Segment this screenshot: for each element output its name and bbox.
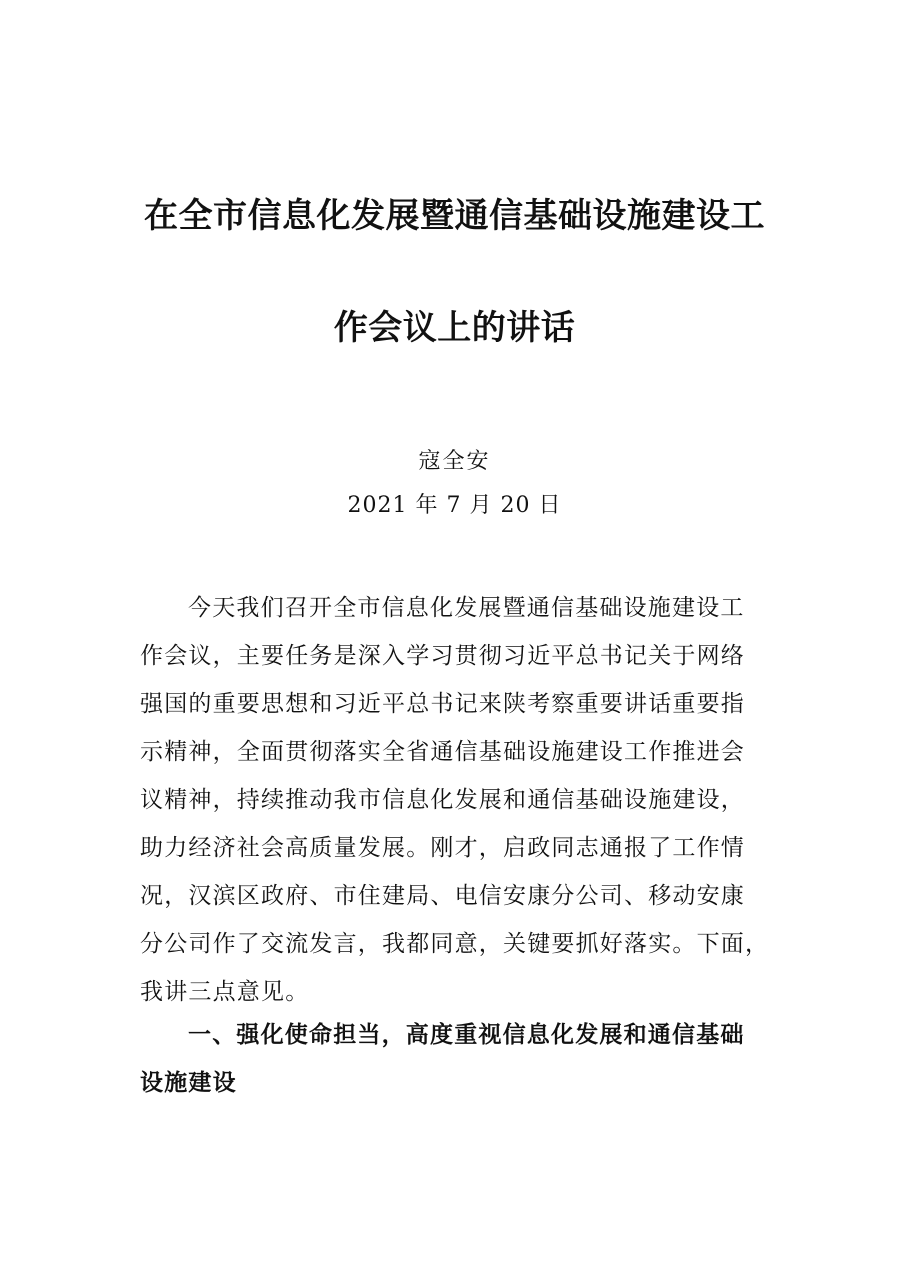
- paragraph-line: 助力经济社会高质量发展。刚才，启政同志通报了工作情: [140, 835, 745, 861]
- paragraph-line: 议精神，持续推动我市信息化发展和通信基础设施建设，: [140, 787, 745, 813]
- author-name: 寇全安: [418, 449, 491, 474]
- paragraph-line: 今天我们召开全市信息化发展暨通信基础设施建设工: [188, 595, 745, 621]
- paragraph-line: 示精神，全面贯彻落实全省通信基础设施建设工作推进会: [140, 739, 745, 765]
- heading-line: 设施建设: [140, 1070, 237, 1096]
- paragraph-intro: [140, 584, 770, 1016]
- title-line-1: 在全市信息化发展暨通信基础设施建设工: [144, 196, 765, 236]
- paragraph-line: 况，汉滨区政府、市住建局、电信安康分公司、移动安康: [140, 883, 745, 909]
- section-heading-1: [140, 1011, 765, 1107]
- speech-date: 2021 年 7 月 20 日: [347, 493, 562, 518]
- heading-line: 一、强化使命担当，高度重视信息化发展和通信基础: [188, 1022, 745, 1048]
- paragraph-line: 强国的重要思想和习近平总书记来陕考察重要讲话重要指: [140, 691, 745, 717]
- paragraph-line: 我讲三点意见。: [140, 979, 310, 1005]
- title-line-2: 作会议上的讲话: [333, 308, 576, 348]
- paragraph-line: 作会议，主要任务是深入学习贯彻习近平总书记关于网络: [140, 643, 745, 669]
- paragraph-line: 分公司作了交流发言，我都同意，关键要抓好落实。下面，: [140, 931, 770, 957]
